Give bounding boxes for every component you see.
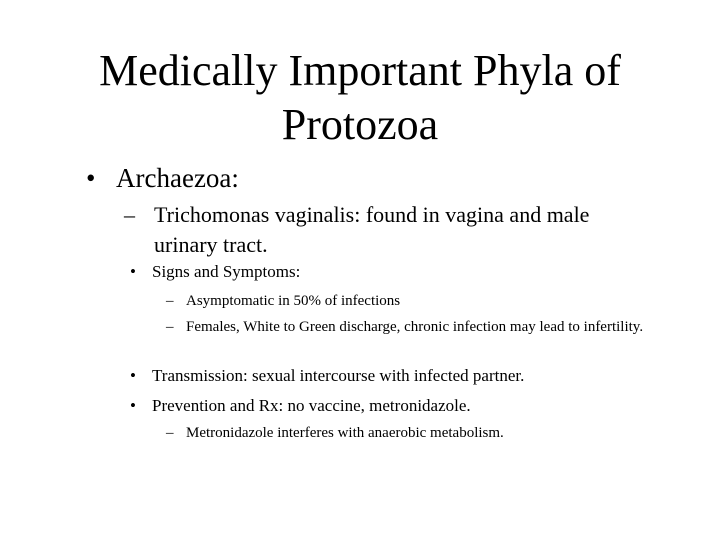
bullet-dot-icon: • (130, 366, 136, 385)
bullet-dash-icon: – (124, 202, 135, 227)
bullet-text: Females, White to Green discharge, chronic infection may lead to infertility. (186, 319, 644, 335)
bullet-text: Metronidazole interferes with anaerobic metabolism. (186, 425, 504, 441)
bullet-trichomonas (124, 200, 644, 260)
bullet-archaezoa (86, 160, 686, 196)
bullet-metronidazole (166, 422, 666, 444)
bullet-text: Prevention and Rx: no vaccine, metronidazole. (152, 396, 471, 415)
bullet-text: Trichomonas vaginalis: found in vagina and male urinary tract. (154, 202, 590, 257)
bullet-text: Archaezoa: (116, 163, 239, 193)
bullet-signs-and-symptoms (130, 260, 660, 284)
bullet-text: Asymptomatic in 50% of infections (186, 293, 401, 309)
bullet-prevention (130, 394, 660, 418)
bullet-asymptomatic (166, 290, 666, 312)
slide-title-line-1: Medically Important Phyla of (99, 46, 621, 95)
bullet-dash-icon: – (166, 425, 174, 441)
bullet-dash-icon: – (166, 293, 174, 309)
bullet-dot-icon: • (86, 163, 96, 193)
bullet-text: Signs and Symptoms: (152, 262, 301, 281)
bullet-dot-icon: • (130, 262, 136, 281)
bullet-dash-icon: – (166, 319, 174, 335)
slide-title-line-2: Protozoa (281, 100, 439, 149)
bullet-text: Transmission: sexual intercourse with infected partner. (152, 366, 525, 385)
bullet-females (166, 316, 666, 338)
bullet-dot-icon: • (130, 396, 136, 415)
slide-title (60, 44, 660, 152)
bullet-transmission (130, 364, 660, 388)
